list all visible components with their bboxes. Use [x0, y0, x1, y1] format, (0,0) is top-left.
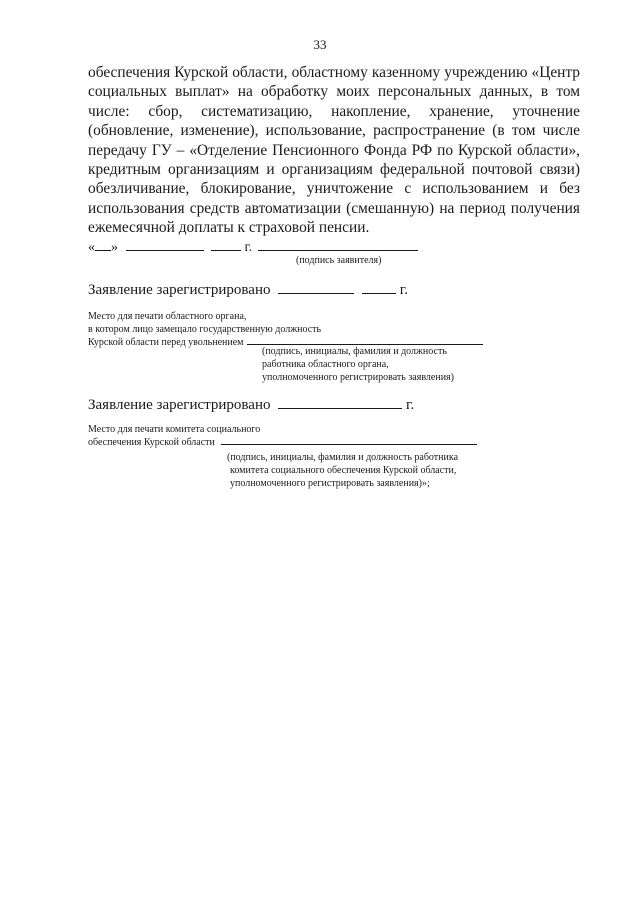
committee-signature-blank [221, 444, 477, 445]
registration-date-blank [278, 293, 354, 294]
registration-year-suffix: г. [399, 282, 408, 298]
registration-label: Заявление зарегистрировано [88, 397, 271, 413]
caption-line: уполномоченного регистрировать заявления)»; [230, 478, 430, 489]
applicant-date-signature-line [88, 240, 418, 266]
registration-label: Заявление зарегистрировано [88, 282, 271, 298]
page-number: 33 [313, 37, 327, 52]
caption-line: работника областного органа, [262, 359, 389, 370]
registration-line-1 [88, 282, 408, 299]
registration-line-2 [88, 397, 414, 414]
caption-line: уполномоченного регистрировать заявления) [262, 372, 454, 383]
registration-year-suffix: г. [405, 397, 415, 413]
year-suffix: г. [244, 240, 253, 255]
stamp-place-regional-body [88, 310, 483, 349]
applicant-signature-blank [258, 250, 418, 251]
month-blank [126, 250, 204, 251]
close-quote: » [111, 240, 118, 255]
registration-date-blank [278, 408, 402, 409]
day-blank [95, 250, 111, 251]
stamp-line: Место для печати областного органа, [88, 311, 247, 322]
caption-line: (подпись, инициалы, фамилия и должность работника [227, 452, 459, 463]
stamp-line-text: Курской области перед увольнением [88, 337, 244, 348]
applicant-signature-caption: (подпись заявителя) [296, 255, 382, 266]
year-blank [211, 250, 241, 251]
caption-line: (подпись, инициалы, фамилия и должность [262, 346, 447, 357]
open-quote: « [88, 240, 95, 255]
official-signature-caption [262, 345, 454, 384]
stamp-line: Место для печати комитета социального [88, 424, 261, 435]
committee-signature-caption [227, 451, 458, 490]
stamp-line [88, 436, 477, 449]
registration-year-blank [362, 293, 396, 294]
stamp-line-text: обеспечения Курской области [88, 437, 215, 448]
stamp-line: в котором лицо замещало государственную должность [88, 324, 322, 335]
stamp-place-social-committee [88, 423, 477, 449]
caption-line: комитета социального обеспечения Курской области, [230, 465, 457, 476]
consent-paragraph: обеспечения Курской области, областному казенному учреждению «Центр социальных выплат» на обработку моих персональных данных, в том числе: сбор, систематизацию, накопление, хранение, уточнение (обновление, изменение), использование, распространение (в том числе передачу ГУ – «Отделение Пенсионного Фонда РФ по Курской области», кредитным организациям и организациям федеральной почтовой связи) обезличивание, блокирование, уничтожение с использованием и без использования средств автоматизации (смешанную) на период получения ежемесячной доплаты к страховой пенсии. [88, 64, 580, 237]
